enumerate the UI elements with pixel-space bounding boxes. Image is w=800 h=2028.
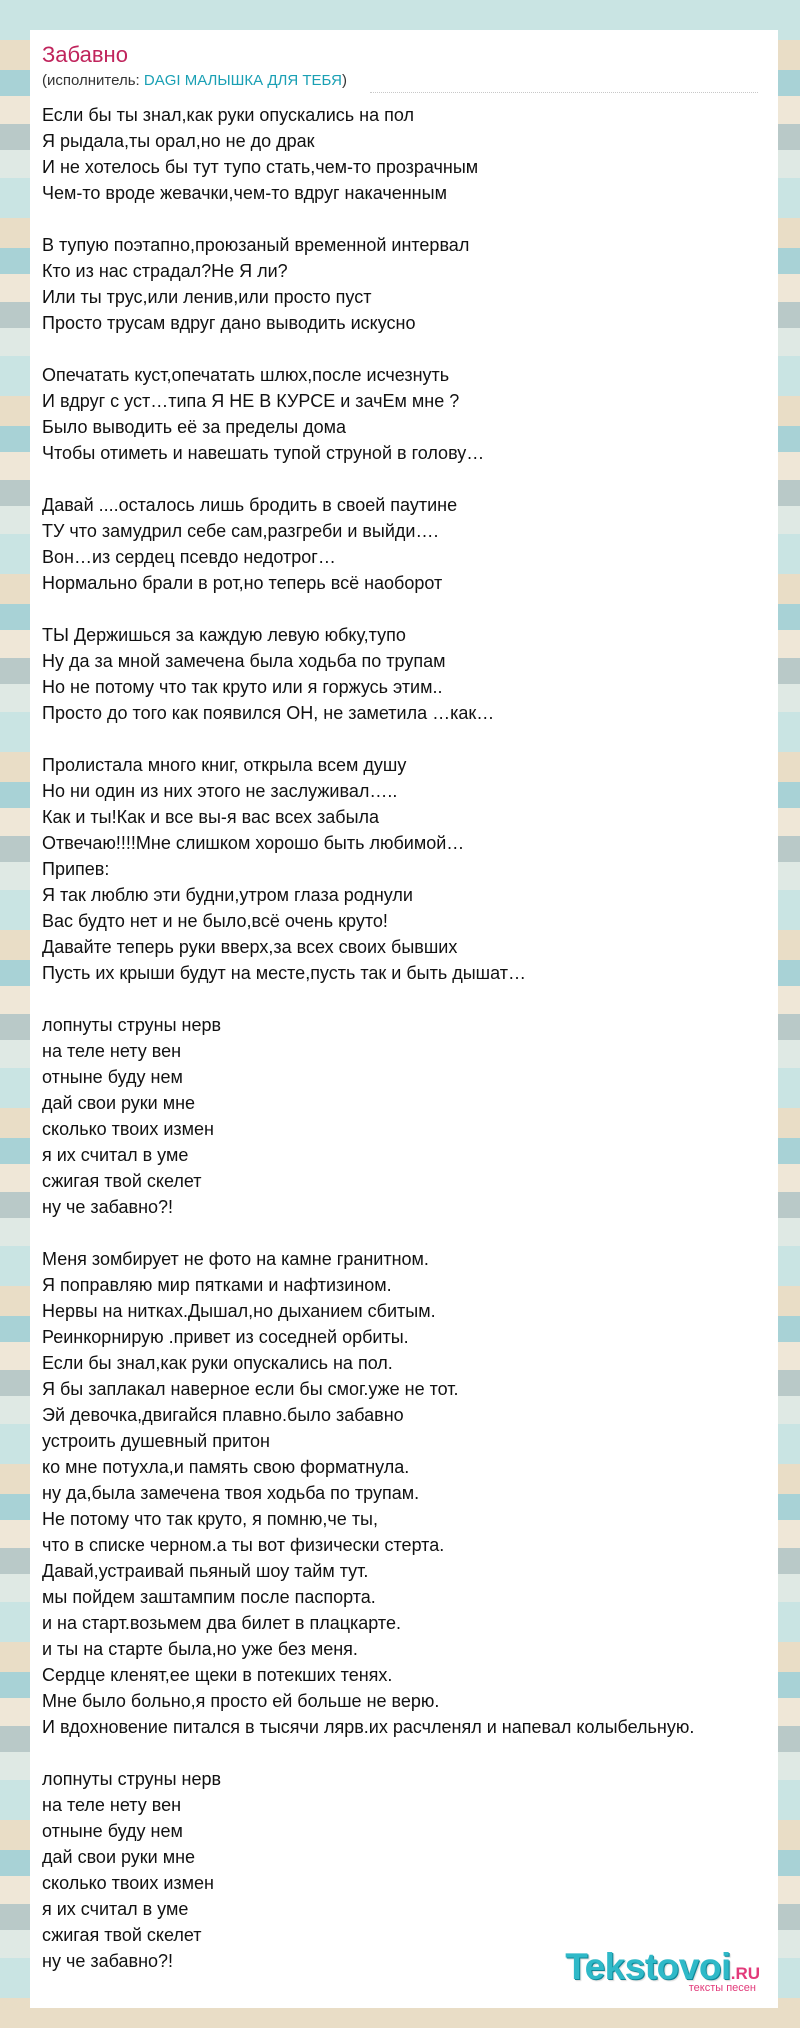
lyric-line: и ты на старте была,но уже без меня.: [42, 1639, 358, 1659]
lyric-line: ко мне потухла,и память свою форматнула.: [42, 1457, 410, 1477]
lyric-line: ТУ что замудрил себе сам,разгреби и выйди….: [42, 521, 439, 541]
lyric-line: Я так люблю эти будни,утром глаза роднули: [42, 885, 413, 905]
lyrics-stanza: [42, 752, 772, 986]
lyrics-stanza: [42, 1766, 772, 1974]
artist-prefix: (исполнитель:: [42, 72, 144, 89]
lyric-line: отныне буду нем: [42, 1067, 183, 1087]
lyric-line: на теле нету вен: [42, 1041, 182, 1061]
header-divider: [370, 92, 758, 93]
lyrics-stanza: [42, 362, 772, 466]
lyric-line: Давайте теперь руки вверх,за всех своих бывших: [42, 937, 458, 957]
lyric-line: дай свои руки мне: [42, 1847, 196, 1867]
lyric-line: Эй девочка,двигайся плавно.было забавно: [42, 1405, 404, 1425]
lyric-line: Реинкорнирую .привет из соседней орбиты.: [42, 1327, 409, 1347]
lyric-line: мы пойдем заштампим после паспорта.: [42, 1587, 376, 1607]
lyrics-stanza: [42, 1246, 772, 1740]
artist-suffix: ): [342, 72, 348, 89]
lyric-line: ну че забавно?!: [42, 1197, 174, 1217]
song-title: Забавно: [42, 42, 128, 67]
lyric-line: устроить душевный притон: [42, 1431, 270, 1451]
lyric-line: и на старт.возьмем два билет в плацкарте.: [42, 1613, 401, 1633]
lyric-line: Нервы на нитках.Дышал,но дыханием сбитым.: [42, 1301, 436, 1321]
lyric-line: сколько твоих измен: [42, 1873, 214, 1893]
lyric-line: на теле нету вен: [42, 1795, 182, 1815]
lyric-line: Вон…из сердец псевдо недотрог…: [42, 547, 336, 567]
lyric-line: лопнуты струны нерв: [42, 1769, 222, 1789]
logo-subtitle: тексты песен: [688, 1982, 756, 1994]
lyric-line: Пусть их крыши будут на месте,пусть так и быть дышат…: [42, 963, 526, 983]
lyric-line: И вдохновение питался в тысячи лярв.их расчленял и напевал колыбельную.: [42, 1717, 695, 1737]
logo-wordmark: Tekstovoi: [565, 1946, 731, 1987]
lyrics-stanza: [42, 1012, 772, 1220]
lyric-line: Я рыдала,ты орал,но не до драк: [42, 131, 315, 151]
lyric-line: Если бы ты знал,как руки опускались на пол: [42, 105, 414, 125]
lyric-line: я их считал в уме: [42, 1899, 189, 1919]
lyrics-stanza: [42, 492, 772, 596]
lyric-line: В тупую поэтапно,проюзаный временной интервал: [42, 235, 470, 255]
artist-link[interactable]: DAGI МАЛЫШКА ДЛЯ ТЕБЯ: [143, 72, 343, 89]
lyric-line: Или ты трус,или ленив,или просто пуст: [42, 287, 372, 307]
lyric-line: Было выводить её за пределы дома: [42, 417, 347, 437]
lyric-line: дай свои руки мне: [42, 1093, 196, 1113]
lyrics-text: [42, 102, 772, 2000]
lyric-line: Чем-то вроде жевачки,чем-то вдруг накаченным: [42, 183, 447, 203]
lyric-line: Кто из нас страдал?Не Я ли?: [42, 261, 288, 281]
lyric-line: Припев:: [42, 859, 110, 879]
lyric-line: Я поправляю мир пятками и нафтизином.: [42, 1275, 392, 1295]
lyric-line: Мне было больно,я просто ей больше не верю.: [42, 1691, 440, 1711]
lyric-line: И вдруг с уст…типа Я НЕ В КУРСЕ и зачЕм мне ?: [42, 391, 460, 411]
lyric-line: Нормально брали в рот,но теперь всё наоборот: [42, 573, 443, 593]
lyric-line: я их считал в уме: [42, 1145, 189, 1165]
lyric-line: Чтобы отиметь и навешать тупой струной в голову…: [42, 443, 485, 463]
lyric-line: что в списке черном.а ты вот физически стерта.: [42, 1535, 445, 1555]
lyric-line: Опечатать куст,опечатать шлюх,после исчезнуть: [42, 365, 450, 385]
lyric-line: Но не потому что так круто или я горжусь этим..: [42, 677, 443, 697]
lyric-line: сколько твоих измен: [42, 1119, 214, 1139]
site-logo[interactable]: [565, 1946, 760, 1994]
lyric-line: Меня зомбирует не фото на камне гранитном.: [42, 1249, 429, 1269]
lyric-line: ну да,была замечена твоя ходьба по трупам.: [42, 1483, 420, 1503]
lyrics-stanza: [42, 102, 772, 206]
lyric-line: сжигая твой скелет: [42, 1171, 202, 1191]
lyric-line: Ну да за мной замечена была ходьба по трупам: [42, 651, 446, 671]
lyric-line: Если бы знал,как руки опускались на пол.: [42, 1353, 393, 1373]
lyric-line: Просто до того как появился ОН, не заметила …как…: [42, 703, 495, 723]
lyric-line: Отвечаю!!!!Мне слишком хорошо быть любимой…: [42, 833, 465, 853]
artist-line: [42, 72, 347, 89]
lyrics-stanza: [42, 232, 772, 336]
lyric-line: Давай ....осталось лишь бродить в своей паутине: [42, 495, 458, 515]
lyric-line: Не потому что так круто, я помню,че ты,: [42, 1509, 378, 1529]
lyric-line: И не хотелось бы тут тупо стать,чем-то прозрачным: [42, 157, 479, 177]
logo-tld: .RU: [730, 1964, 760, 1983]
lyric-line: Как и ты!Как и все вы-я вас всех забыла: [42, 807, 380, 827]
lyric-line: отныне буду нем: [42, 1821, 183, 1841]
lyric-line: Но ни один из них этого не заслуживал…..: [42, 781, 398, 801]
lyrics-stanza: [42, 622, 772, 726]
lyric-line: Давай,устраивай пьяный шоу тайм тут.: [42, 1561, 369, 1581]
lyric-line: Пролистала много книг, открыла всем душу: [42, 755, 407, 775]
lyric-line: Я бы заплакал наверное если бы смог.уже не тот.: [42, 1379, 459, 1399]
lyric-line: лопнуты струны нерв: [42, 1015, 222, 1035]
lyric-line: Сердце кленят,ее щеки в потекших тенях.: [42, 1665, 393, 1685]
lyrics-card: [30, 30, 778, 2008]
lyric-line: Вас будто нет и не было,всё очень круто!: [42, 911, 388, 931]
lyric-line: ТЫ Держишься за каждую левую юбку,тупо: [42, 625, 406, 645]
lyric-line: сжигая твой скелет: [42, 1925, 202, 1945]
lyric-line: ну че забавно?!: [42, 1951, 174, 1971]
lyric-line: Просто трусам вдруг дано выводить искусно: [42, 313, 416, 333]
